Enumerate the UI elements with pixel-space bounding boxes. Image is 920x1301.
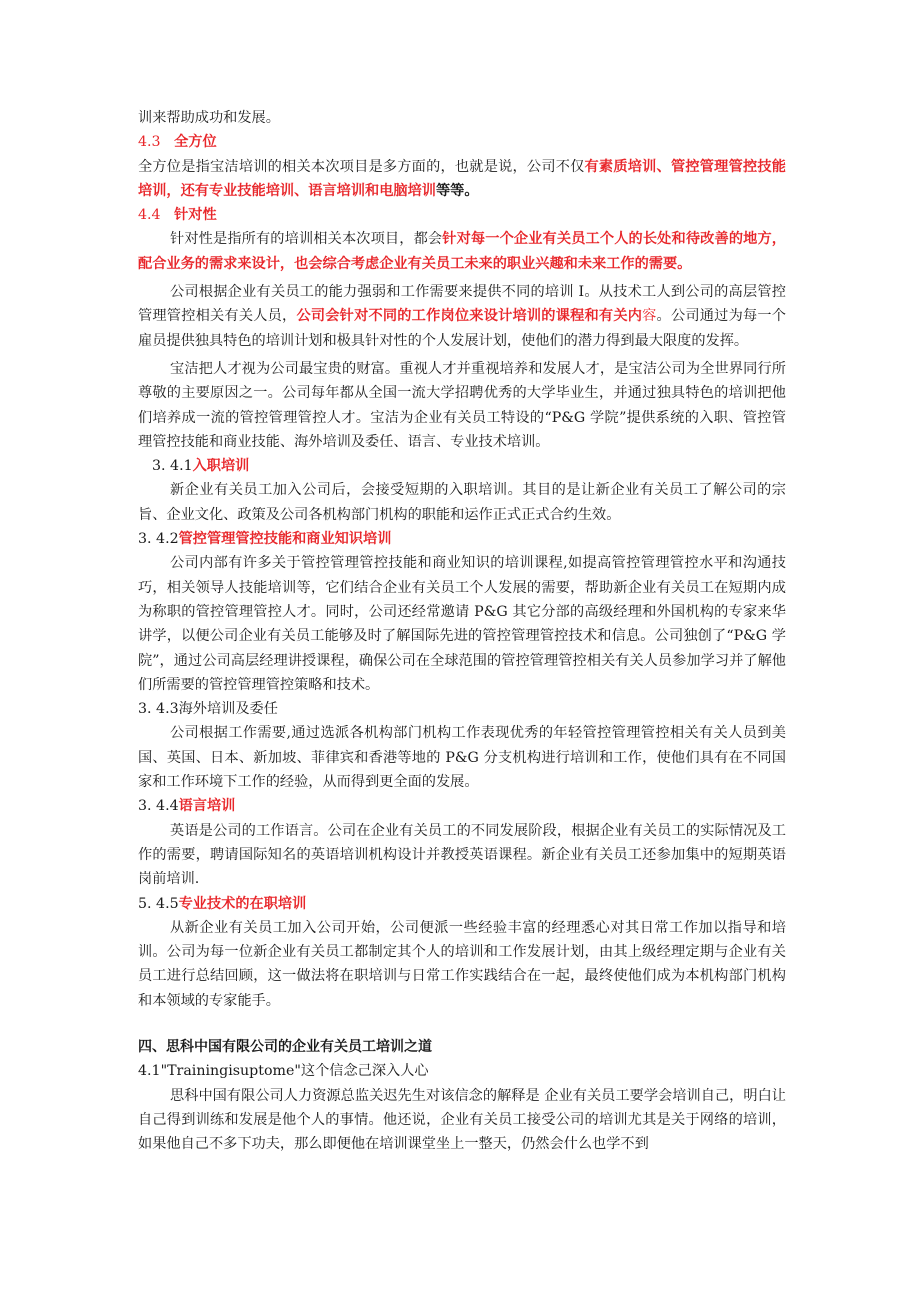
paragraph-language: 英语是公司的工作语言。公司在企业有关员工的不同发展阶段，根据企业有关员工的实际情况及工作的需要，聘请国际知名的英语培训机构设计并教授英语课程。新企业有关员工还参加集中的短期英语岗前培训. <box>138 822 786 888</box>
paragraph-overseas: 公司根据工作需要,通过选派各机构部门机构工作表现优秀的年轻管控管理管控相关有关人员到美国、英国、日本、新加坡、菲律宾和香港等地的 P&G 分支机构进行培训和工作，使他们具有在不同国家和工作环境下工作的经验，从而得到更全面的发展。 <box>138 725 786 791</box>
heading-title: 针对性 <box>174 207 217 224</box>
paragraph-all-round <box>138 155 786 204</box>
heading-title: 语言培训 <box>178 798 236 815</box>
heading-number: 5. 4.5 <box>138 895 179 912</box>
heading-number: 3. 4.4 <box>138 798 179 815</box>
heading-number: 4.4 <box>138 207 161 224</box>
heading-3-4-3 <box>138 697 786 721</box>
paragraph-continuation: 训来帮助成功和发展。 <box>138 110 280 126</box>
heading-4-3 <box>138 130 786 154</box>
heading-number: 3. 4.2 <box>138 531 179 548</box>
text-run: 针对性是指所有的培训相关本次项目，都会 <box>170 231 443 248</box>
text-run: 全方位是指宝洁培训的相关本次项目是多方面的，也就是说，公司不仅 <box>138 158 585 175</box>
text-run: 等等。 <box>435 182 479 199</box>
highlight-run: 针对每一个企业有关员工个人的长处和待改善的地方，配合业务的需求来设计，也会综合考虑企业有关员工未来的职业兴趣和未来工作的需要。 <box>138 231 786 272</box>
text-run: 。公司通过为每一个雇员提供独具特色的培训计划和极具针对性的个人发展计划，使他们的潜力得到最大限度的发挥。 <box>138 308 786 349</box>
heading-4-4 <box>138 203 786 227</box>
heading-3-4-2 <box>138 527 786 551</box>
section-heading-cisco: 四、思科中国有限公司的企业有关员工培训之道 <box>138 1038 432 1055</box>
document-page <box>138 106 786 1156</box>
paragraph-ability <box>138 280 786 353</box>
paragraph-onboarding: 新企业有关员工加入公司后，会接受短期的入职培训。其目的是让新企业有关员工了解公司的宗旨、企业文化、政策及公司各机构部门机构的职能和运作正式正式合约生效。 <box>138 482 786 523</box>
heading-5-4-5 <box>138 892 786 916</box>
heading-title: 管控管理管控技能和商业知识培训 <box>178 531 392 548</box>
heading-title: 海外培训及委任 <box>178 701 278 718</box>
heading-title: 入职培训 <box>192 458 250 475</box>
subheading-4-1: 4.1"Trainingisuptome"这个信念己深入人心 <box>138 1063 429 1080</box>
paragraph-management-training: 公司内部有许多关于管控管理管控技能和商业知识的培训课程,如提高管控管理管控水平和沟通技巧，相关领导人技能培训等，它们结合企业有关员工个人发展的需要，帮助新企业有关员工在短期内成为称职的管控管理管控人才。同时，公司还经常邀请 P&G 其它分部的高级经理和外国机构的专家来华讲学，以便公司企业有关员工能够及时了解国际先进的管控管理管控技术和信息。公司独创了“P&G 学院”，通过公司高层经理讲授课程，确保公司在全球范围的管控管理管控相关有关人员参加学习并了解他们所需要的管控管理管控策略和技术。 <box>138 555 786 693</box>
highlight-run: 有素质培训、管控管理管控技能培训，还有专业技能培训、语言培训和电脑培训 <box>138 158 786 199</box>
heading-3-4-4 <box>138 794 786 818</box>
paragraph-targeted <box>138 227 786 276</box>
heading-3-4-1 <box>138 454 786 478</box>
heading-number: 3. 4.1 <box>152 458 193 475</box>
heading-title: 全方位 <box>174 134 217 151</box>
heading-number: 4.3 <box>138 134 161 151</box>
paragraph-on-the-job: 从新企业有关员工加入公司开始，公司便派一些经验丰富的经理悉心对其日常工作加以指导和培训。公司为每一位新企业有关员工都制定其个人的培训和工作发展计划，由其上级经理定期与企业有关员工进行总结回顾，这一做法将在职培训与日常工作实践结合在一起，最终使他们成为本机构部门机构和本领域的专家能手。 <box>138 919 786 1009</box>
section-spacer <box>138 1013 786 1035</box>
paragraph-talent: 宝洁把人才视为公司最宝贵的财富。重视人才并重视培养和发展人才，是宝洁公司为全世界同行所尊敬的主要原因之一。公司每年都从全国一流大学招聘优秀的大学毕业生，并通过独具特色的培训把他们培养成一流的管控管理管控人才。宝洁为企业有关员工特设的“P&G 学院”提供系统的入职、管控管理管控技能和商业技能、海外培训及委任、语言、专业技术培训。 <box>138 360 786 450</box>
text-run: 公司根据企业有关员工的能力强弱和工作需要来提供不同的培训 I。从技术工人到公司的高层管控管理管控相关有关人员， <box>138 284 786 325</box>
paragraph-cisco-belief: 思科中国有限公司人力资源总监关迟先生对该信念的解释是 企业有关员工要学会培训自己，明白让自己得到训练和发展是他个人的事情。他还说，企业有关员工接受公司的培训尤其是关于网络的培训，如果他自己不多下功夫，那么即便他在培训课堂坐上一整天，仍然会什么也学不到 <box>138 1087 786 1153</box>
highlight-run: 容 <box>642 308 657 325</box>
heading-title: 专业技术的在职培训 <box>178 895 307 912</box>
highlight-run: 公司会针对不同的工作岗位来设计培训的课程和有关内 <box>296 308 643 325</box>
heading-number: 3. 4.3 <box>138 701 179 718</box>
